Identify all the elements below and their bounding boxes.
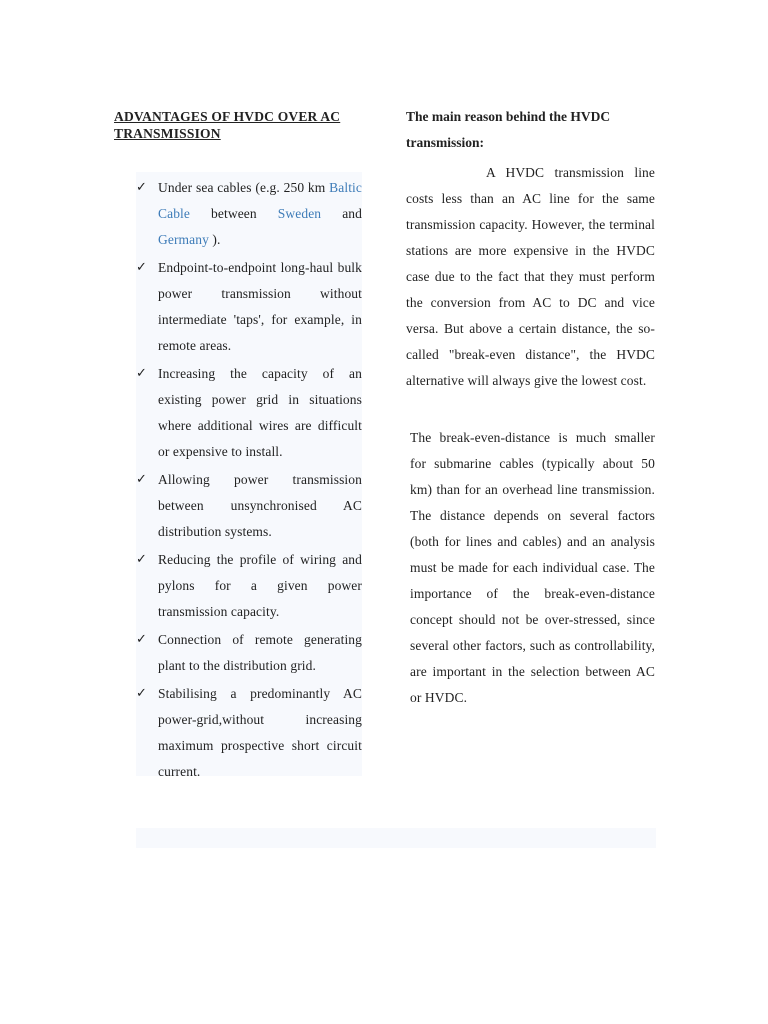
list-item-text: between <box>190 206 278 221</box>
checkmark-icon: ✓ <box>136 366 147 381</box>
checkmark-icon: ✓ <box>136 632 147 647</box>
list-item-text: ). <box>208 232 221 247</box>
list-item-text: Connection of remote generating plant to the distribution grid. <box>158 632 362 673</box>
list-item-text: Reducing the profile of wiring and pylons for a given power transmission capacity. <box>158 552 362 619</box>
list-item <box>136 467 362 545</box>
list-item <box>136 681 362 785</box>
germany-link[interactable]: Germany <box>158 232 209 247</box>
cost-paragraph: A HVDC transmission line costs less than an AC line for the same transmission capacity. However, the terminal stations are more expensive in the HVDC case due to the fact that they must perform the conversion from AC to DC and vice versa. But above a certain distance, the so-called "break-even distance", the HVDC alternative will always give the lowest cost. <box>406 165 655 388</box>
list-item <box>136 175 362 253</box>
shaded-band <box>136 828 656 848</box>
checkmark-icon: ✓ <box>136 260 147 275</box>
checkmark-icon: ✓ <box>136 552 147 567</box>
list-item <box>136 547 362 625</box>
main-reason-heading: The main reason behind the HVDC transmission: <box>406 109 611 150</box>
list-item-text: Under sea cables (e.g. 250 km <box>158 180 330 195</box>
sweden-link[interactable]: Sweden <box>277 206 322 221</box>
list-item-text: Allowing power transmission between unsynchronised AC distribution systems. <box>158 472 362 539</box>
advantages-list <box>136 175 362 787</box>
list-item <box>136 255 362 359</box>
list-item-text: and <box>321 206 362 221</box>
list-item-text: Endpoint-to-endpoint long-haul bulk power transmission without intermediate 'taps', for example, in remote areas. <box>158 260 362 353</box>
advantages-heading: ADVANTAGES OF HVDC OVER AC TRANSMISSION <box>114 109 341 141</box>
list-item <box>136 627 362 679</box>
list-item-text: Stabilising a predominantly AC power-grid,without increasing maximum prospective short circuit current. <box>158 686 362 779</box>
checkmark-icon: ✓ <box>136 472 147 487</box>
break-even-paragraph: The break-even-distance is much smaller for submarine cables (typically about 50 km) than for an overhead line transmission. The distance depends on several factors (both for lines and cables) and an analysis must be made for each individual case. The importance of the break-even-distance concept should not be over-stressed, since several other factors, such as controllability, are important in the selection between AC or HVDC. <box>410 430 655 705</box>
checkmark-icon: ✓ <box>136 686 147 701</box>
list-item <box>136 361 362 465</box>
list-item-text: Increasing the capacity of an existing power grid in situations where additional wires are difficult or expensive to install. <box>158 366 362 459</box>
baltic-cable-link[interactable]: Baltic Cable <box>158 180 362 221</box>
checkmark-icon: ✓ <box>136 180 147 195</box>
